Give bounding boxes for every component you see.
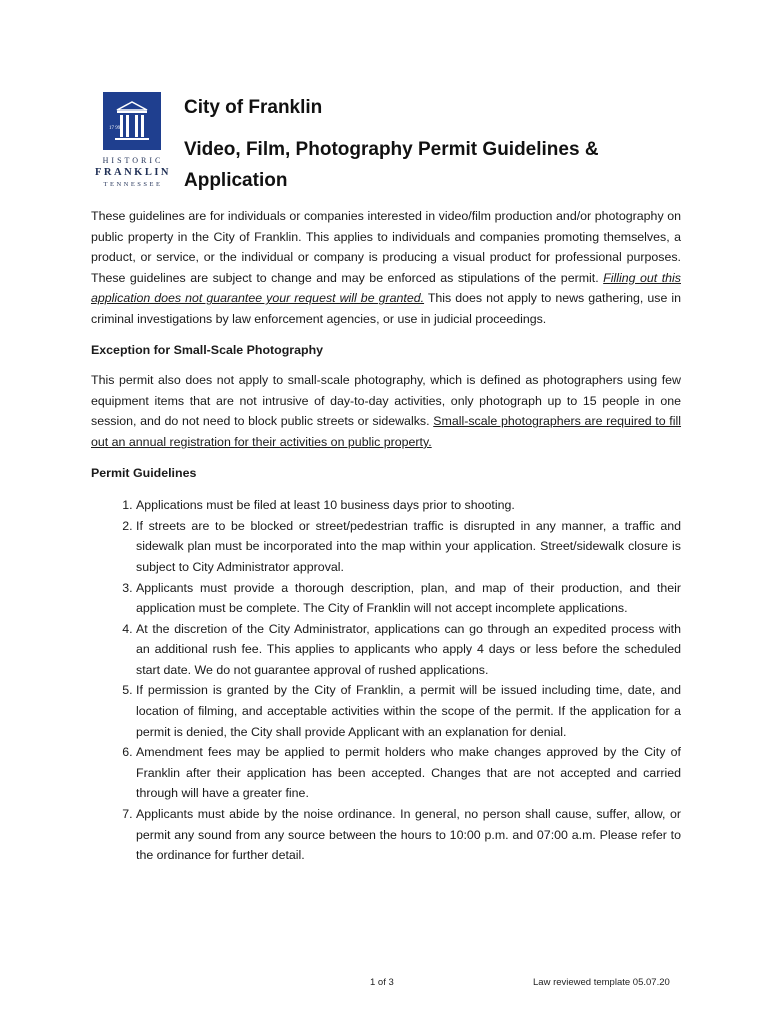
exception-registration-note: Small-scale photographers are required to fill out an annual registration for their activities on public property. [91,414,682,449]
guideline-item: 4. At the discretion of the City Administrator, applications can go through an expedited process with an additional rush fee. This applies to applicants who apply 4 days or less before the scheduled start date. We do not guarantee approval of rushed applications. [136,619,681,681]
guideline-item: 5. If permission is granted by the City of Franklin, a permit will be issued including time, date, and location of filming, and acceptable activities within the scope of the permit. If the application for a permit is denied, the City shall provide Applicant with an explanation for denial. [136,680,681,742]
exception-paragraph [91,370,681,452]
document-body [91,206,681,866]
franklin-logo [88,92,178,192]
exception-text: This permit also does not apply to small-scale photography, which is defined as photographers using few equipment items that are not intrusive of day-to-day activities, only photograph up to 15 people in one session, and do not need to block public streets or sidewalks. [91,373,681,429]
city-title: City of Franklin [184,97,323,118]
intro-disclaimer: Filling out this application does not guarantee your request will be granted. [91,270,681,306]
guideline-item: 7. Applicants must abide by the noise ordinance. In general, no person shall cause, suffer, allow, or permit any sound from any source between the hours to 10:00 p.m. and 07:00 a.m. Please refer to the ordinance for further detail. [136,804,681,866]
guideline-item: 1. Applications must be filed at least 10 business days prior to shooting. [136,495,681,516]
guideline-item: 2. If streets are to be blocked or street/pedestrian traffic is disrupted in any manner, a traffic and sidewalk plan must be incorporated into the map within your application. Street/sidewalk closure is subject to City Administrator approval. [136,516,681,578]
intro-tail: This does not apply to news gathering, use in criminal investigations by law enforcement agencies, or use in judicial proceedings. [91,291,681,326]
exception-heading: Exception for Small-Scale Photography [91,342,324,357]
intro-text: These guidelines are for individuals or companies interested in video/film production and/or photography on public property in the City of Franklin. This applies to individuals and companies promoting themselves, a product, or service, or the individual or company is producing a visual product for professional purposes. These guidelines are subject to change and may be enforced as stipulations of the permit. [91,209,681,285]
document-title-line-1: Video, Film, Photography Permit Guidelines & [184,139,599,160]
guideline-item: 3. Applicants must provide a thorough description, plan, and map of their production, and their application must be complete. The City of Franklin will not accept incomplete applications. [136,578,681,619]
logo-line-3: TENNESSEE [103,181,163,188]
template-note: Law reviewed template 05.07.20 [533,977,670,988]
intro-paragraph [91,206,681,330]
guideline-item: 6. Amendment fees may be applied to permit holders who make changes approved by the City of Franklin after their application has been accepted. Changes that are not accepted and carried through will have a greater fine. [136,742,681,804]
logo-line-2: FRANKLIN [94,167,171,178]
logo-years: 17 99 [109,126,121,131]
document-title-line-2: Application [184,170,288,191]
page-number: 1 of 3 [370,977,394,988]
guidelines-heading: Permit Guidelines [91,465,197,480]
logo-line-1: HISTORIC [102,156,164,165]
guidelines-list [91,495,681,866]
building-emblem-icon [103,92,161,150]
